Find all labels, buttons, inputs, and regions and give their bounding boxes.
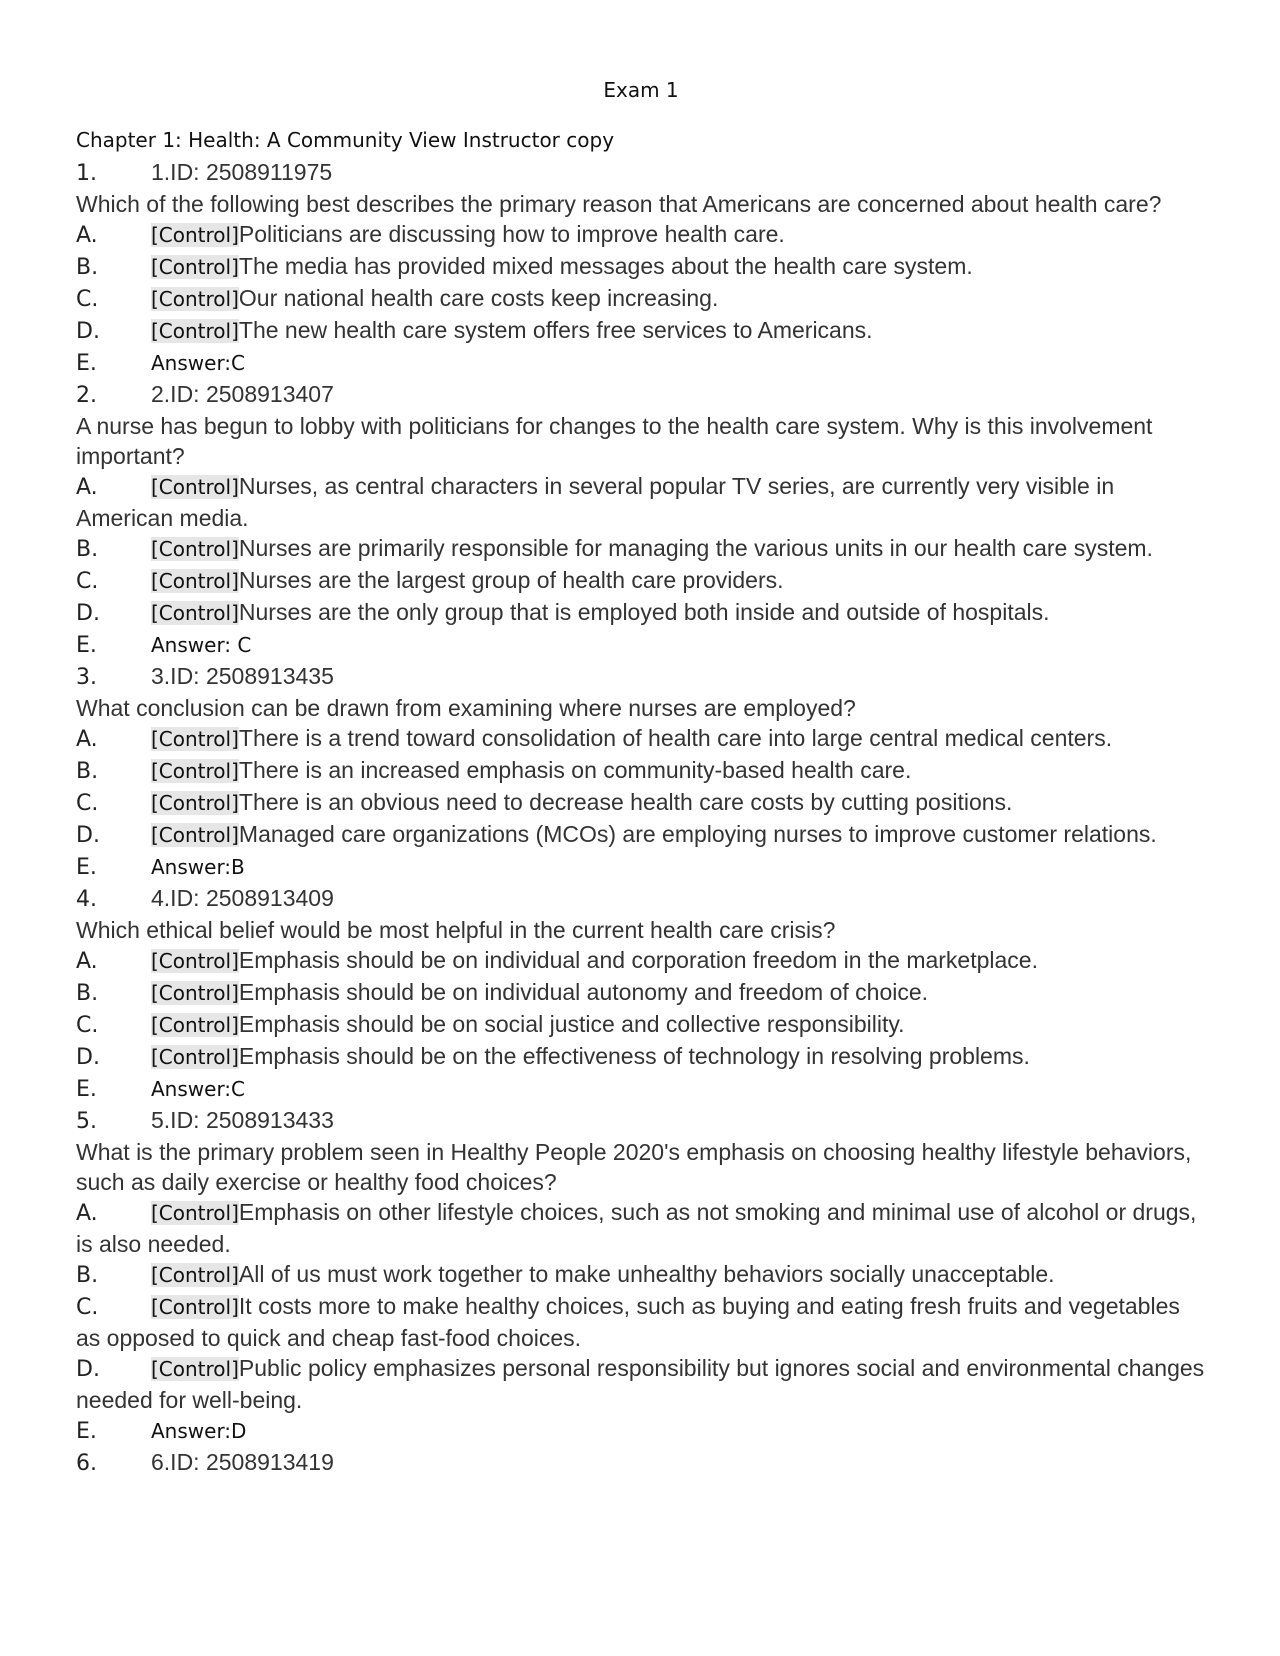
option-letter: C. <box>76 1013 99 1038</box>
question-id: 6.ID: 2508913419 <box>151 1449 334 1475</box>
answer-key <box>76 1073 1206 1105</box>
option-text: Nurses, as central characters in several popular TV series, are currently very visible in American media. <box>76 473 1115 531</box>
answer-option <box>76 315 1206 347</box>
question-block <box>76 883 1206 1105</box>
answer-key <box>76 347 1206 379</box>
option-letter: A. <box>76 223 98 248</box>
answer-option <box>76 1353 1206 1415</box>
answer-option <box>76 1041 1206 1073</box>
answer-option <box>76 755 1206 787</box>
answer-option <box>76 787 1206 819</box>
option-letter: D. <box>76 319 100 344</box>
option-text: Emphasis should be on the effectiveness of technology in resolving problems. <box>238 1043 1030 1069</box>
question-block <box>76 661 1206 883</box>
control-tag: [Control] <box>151 949 239 973</box>
control-tag: [Control] <box>151 537 239 561</box>
option-letter: B. <box>76 1263 99 1288</box>
answer-option <box>76 1009 1206 1041</box>
question-id-line <box>76 661 1206 693</box>
question-block <box>76 379 1206 661</box>
answer-value: Answer:D <box>151 1419 247 1443</box>
answer-option <box>76 219 1206 251</box>
control-tag: [Control] <box>151 223 239 247</box>
option-text: Emphasis should be on individual autonomy and freedom of choice. <box>238 979 929 1005</box>
question-id-line <box>76 1105 1206 1137</box>
answer-option <box>76 723 1206 755</box>
control-tag: [Control] <box>151 1045 239 1069</box>
question-list <box>76 157 1206 1479</box>
question-block <box>76 157 1206 379</box>
answer-option <box>76 251 1206 283</box>
answer-value: Answer:C <box>151 351 246 375</box>
answer-option <box>76 977 1206 1009</box>
option-letter: A. <box>76 949 98 974</box>
option-letter: D. <box>76 1045 100 1070</box>
option-letter: B. <box>76 759 99 784</box>
control-tag: [Control] <box>151 1013 239 1037</box>
control-tag: [Control] <box>151 759 239 783</box>
answer-key <box>76 629 1206 661</box>
question-number: 6. <box>76 1451 97 1476</box>
answer-letter: E. <box>76 633 97 658</box>
control-tag: [Control] <box>151 1201 239 1225</box>
question-id: 1.ID: 2508911975 <box>151 159 333 185</box>
option-letter: C. <box>76 287 99 312</box>
control-tag: [Control] <box>151 1263 239 1287</box>
answer-option <box>76 565 1206 597</box>
control-tag: [Control] <box>151 287 239 311</box>
option-letter: A. <box>76 727 98 752</box>
question-id-line <box>76 157 1206 189</box>
question-id-line <box>76 379 1206 411</box>
answer-value: Answer:B <box>151 855 245 879</box>
question-stem: A nurse has begun to lobby with politicians for changes to the health care system. Why is this involvement important? <box>76 413 1153 469</box>
answer-option <box>76 1197 1206 1259</box>
question-id: 2.ID: 2508913407 <box>151 381 334 407</box>
question-number: 3. <box>76 665 97 690</box>
option-letter: C. <box>76 1295 99 1320</box>
control-tag: [Control] <box>151 255 239 279</box>
question-id-line <box>76 1447 1206 1479</box>
option-text: Nurses are primarily responsible for managing the various units in our health care system. <box>238 535 1153 561</box>
option-text: It costs more to make healthy choices, such as buying and eating fresh fruits and vegetables as opposed to quick and cheap fast-food choices. <box>76 1293 1180 1351</box>
option-text: All of us must work together to make unhealthy behaviors socially unacceptable. <box>238 1261 1055 1287</box>
answer-key <box>76 1415 1206 1447</box>
question-number: 4. <box>76 887 97 912</box>
question-block <box>76 1447 1206 1479</box>
option-text: Politicians are discussing how to improve health care. <box>238 221 785 247</box>
answer-option <box>76 283 1206 315</box>
control-tag: [Control] <box>151 727 239 751</box>
chapter-heading: Chapter 1: Health: A Community View Instructor copy <box>76 128 615 152</box>
answer-option <box>76 1259 1206 1291</box>
option-text: There is a trend toward consolidation of health care into large central medical centers. <box>238 725 1113 751</box>
answer-value: Answer:C <box>151 1077 246 1101</box>
question-id: 4.ID: 2508913409 <box>151 885 334 911</box>
question-stem: What conclusion can be drawn from examining where nurses are employed? <box>76 695 856 721</box>
option-text: Emphasis on other lifestyle choices, such as not smoking and minimal use of alcohol or drugs, is also needed. <box>76 1199 1197 1257</box>
option-letter: C. <box>76 569 99 594</box>
answer-option <box>76 945 1206 977</box>
option-letter: A. <box>76 475 98 500</box>
answer-option <box>76 471 1206 533</box>
question-id-line <box>76 883 1206 915</box>
option-text: Public policy emphasizes personal responsibility but ignores social and environmental changes needed for well-being. <box>76 1355 1205 1413</box>
question-stem: What is the primary problem seen in Healthy People 2020's emphasis on choosing healthy lifestyle behaviors, such as daily exercise or healthy food choices? <box>76 1139 1192 1195</box>
question-number: 1. <box>76 161 97 186</box>
control-tag: [Control] <box>151 1357 239 1381</box>
option-text: The new health care system offers free services to Americans. <box>238 317 873 343</box>
question-block <box>76 1105 1206 1447</box>
option-text: There is an increased emphasis on community-based health care. <box>238 757 912 783</box>
answer-value: Answer: C <box>151 633 252 657</box>
option-text: The media has provided mixed messages about the health care system. <box>238 253 973 279</box>
answer-letter: E. <box>76 351 97 376</box>
control-tag: [Control] <box>151 791 239 815</box>
document-title: Exam 1 <box>603 78 679 102</box>
option-text: Emphasis should be on individual and corporation freedom in the marketplace. <box>238 947 1038 973</box>
question-number: 2. <box>76 383 97 408</box>
option-text: Our national health care costs keep increasing. <box>238 285 719 311</box>
control-tag: [Control] <box>151 569 239 593</box>
answer-option <box>76 1291 1206 1353</box>
option-text: There is an obvious need to decrease health care costs by cutting positions. <box>238 789 1013 815</box>
control-tag: [Control] <box>151 823 239 847</box>
answer-letter: E. <box>76 1077 97 1102</box>
answer-option <box>76 533 1206 565</box>
question-id: 5.ID: 2508913433 <box>151 1107 334 1133</box>
option-letter: D. <box>76 1357 100 1382</box>
control-tag: [Control] <box>151 601 239 625</box>
control-tag: [Control] <box>151 475 239 499</box>
answer-key <box>76 851 1206 883</box>
control-tag: [Control] <box>151 1295 239 1319</box>
option-letter: C. <box>76 791 99 816</box>
option-text: Managed care organizations (MCOs) are employing nurses to improve customer relations. <box>238 821 1157 847</box>
control-tag: [Control] <box>151 319 239 343</box>
answer-letter: E. <box>76 1419 97 1444</box>
option-text: Nurses are the largest group of health care providers. <box>238 567 784 593</box>
question-number: 5. <box>76 1109 97 1134</box>
answer-option <box>76 597 1206 629</box>
control-tag: [Control] <box>151 981 239 1005</box>
option-letter: D. <box>76 823 100 848</box>
answer-letter: E. <box>76 855 97 880</box>
option-letter: A. <box>76 1201 98 1226</box>
option-text: Emphasis should be on social justice and collective responsibility. <box>238 1011 905 1037</box>
option-letter: D. <box>76 601 100 626</box>
option-letter: B. <box>76 537 99 562</box>
option-letter: B. <box>76 255 99 280</box>
question-stem: Which ethical belief would be most helpful in the current health care crisis? <box>76 917 836 943</box>
answer-option <box>76 819 1206 851</box>
question-stem: Which of the following best describes the primary reason that Americans are concerned about health care? <box>76 191 1162 217</box>
option-text: Nurses are the only group that is employed both inside and outside of hospitals. <box>238 599 1050 625</box>
question-id: 3.ID: 2508913435 <box>151 663 334 689</box>
option-letter: B. <box>76 981 99 1006</box>
